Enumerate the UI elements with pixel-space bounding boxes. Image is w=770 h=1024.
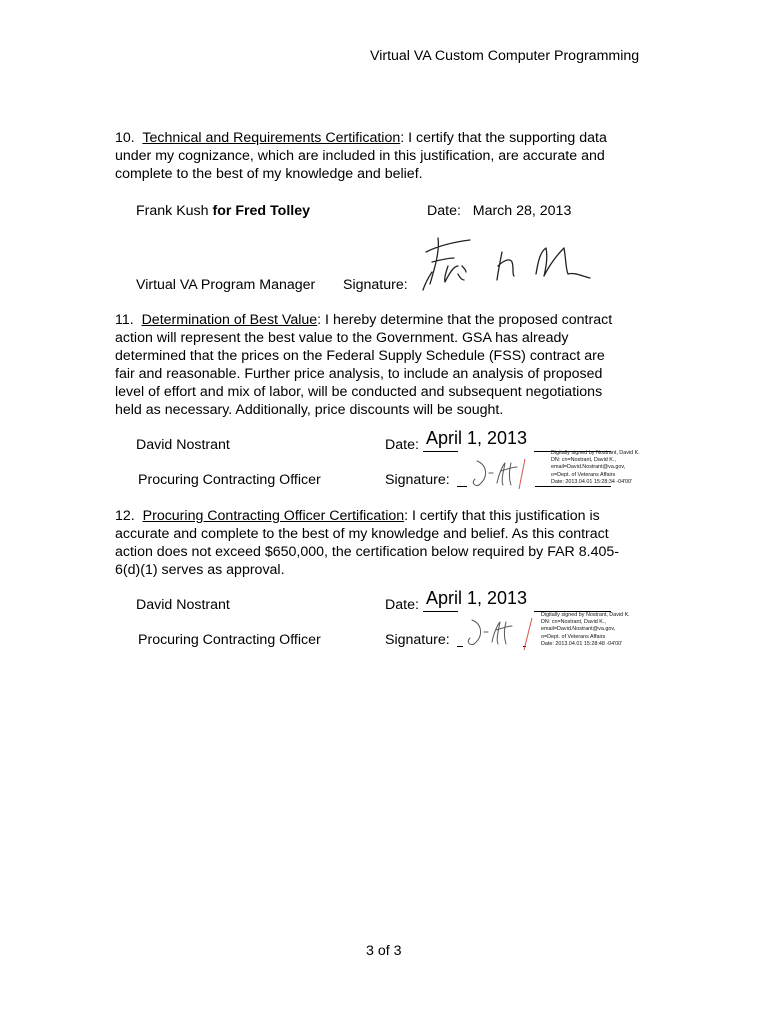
- section-10-title-label: Virtual VA Program Manager: [136, 277, 316, 293]
- section-12-number: 12.: [115, 508, 135, 524]
- date-label: Date:: [427, 203, 461, 219]
- section-12-title-label: Procuring Contracting Officer: [138, 632, 321, 648]
- section-12-line-1-rest: : I certify that this justification is: [404, 508, 600, 524]
- section-11-line-1-rest: : I hereby determine that the proposed contract: [317, 312, 613, 328]
- section-10-heading: Technical and Requirements Certification: [142, 130, 401, 146]
- signer-name-prefix: Frank Kush: [136, 203, 213, 219]
- section-12-signer-name: David Nostrant: [136, 597, 230, 613]
- section-12-signature-label: Signature:: [385, 632, 450, 648]
- section-12-date-label: Date:: [385, 597, 419, 613]
- section-10-signer-name: [136, 202, 310, 220]
- date-value: March 28, 2013: [472, 203, 572, 219]
- section-12-line-1: [115, 507, 600, 525]
- signer-name-bold: for Fred Tolley: [212, 203, 310, 219]
- handwritten-signature: [418, 228, 598, 298]
- section-10-number: 10.: [115, 130, 135, 146]
- section-10-signature-label: Signature:: [343, 277, 408, 293]
- section-12-line: accurate and complete to the best of my knowledge and belief. As this contract: [115, 526, 609, 542]
- digital-signature-text: Digitally signed by Nostrant, David K. DN: cn=Nostrant, David K., email=David.Nostrant@va.gov, o=Dept. of Veterans Affairs Date: 2013.04.01 15:28:48 -04'00': [541, 612, 630, 647]
- page-number: 3 of 3: [366, 943, 402, 959]
- section-11-line: fair and reasonable. Further price analysis, to include an analysis of proposed: [115, 366, 603, 382]
- page-header-title: Virtual VA Custom Computer Programming: [370, 48, 640, 64]
- section-11-line: action will represent the best value to the Government. GSA has already: [115, 330, 569, 346]
- digital-signature-mark: [467, 457, 545, 491]
- section-11-date-label: Date:: [385, 437, 419, 453]
- section-12-line: action does not exceed $650,000, the certification below required by FAR 8.405-: [115, 544, 619, 560]
- section-10-date: [427, 202, 571, 220]
- section-11-number: 11.: [115, 312, 134, 328]
- section-12-date-value: April 1, 2013: [426, 588, 528, 608]
- section-11-heading: Determination of Best Value: [141, 312, 318, 328]
- section-12-heading: Procuring Contracting Officer Certification: [142, 508, 405, 524]
- digital-signature-text: Digitally signed by Nostrant, David K. DN: cn=Nostrant, David K., email=David.Nostrant@va.gov, o=Dept. of Veterans Affairs Date: 2013.04.01 15:28:34 -04'00': [551, 450, 640, 485]
- section-10-line-1: [115, 129, 607, 147]
- section-12-line: 6(d)(1) serves as approval.: [115, 562, 285, 578]
- section-11-title-label: Procuring Contracting Officer: [138, 472, 321, 488]
- section-10-line-3: complete to the best of my knowledge and belief.: [115, 166, 423, 182]
- section-10-line-1-rest: : I certify that the supporting data: [400, 130, 607, 146]
- section-11-line-1: [115, 311, 612, 329]
- section-11-signer-name: David Nostrant: [136, 437, 230, 453]
- section-11-line: level of effort and mix of labor, will be conducted and subsequent negotiations: [115, 384, 603, 400]
- section-10-line-2: under my cognizance, which are included in this justification, are accurate and: [115, 148, 605, 164]
- digital-signature-mark: [462, 616, 542, 652]
- section-11-signature-label: Signature:: [385, 472, 450, 488]
- section-11-line: determined that the prices on the Federal Supply Schedule (FSS) contract are: [115, 348, 605, 364]
- section-11-line: held as necessary. Additionally, price discounts will be sought.: [115, 402, 504, 418]
- section-11-date-value: April 1, 2013: [426, 428, 528, 448]
